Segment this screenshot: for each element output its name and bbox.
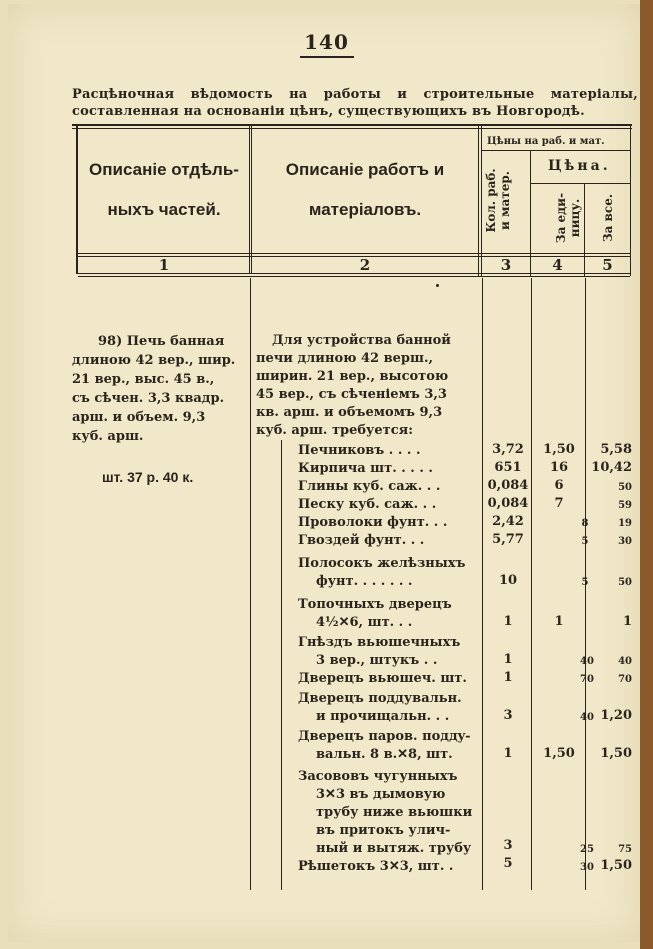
item-total: 70 bbox=[618, 674, 632, 685]
item-total: 75 bbox=[618, 844, 632, 855]
item-label: Дверецъ поддувальн. bbox=[298, 691, 462, 706]
document-title bbox=[72, 86, 638, 120]
item-label: 4½✕6, шт. . . bbox=[316, 615, 413, 630]
intro-line: ширин. 21 вер., высотою bbox=[256, 369, 449, 384]
item-label: Гвоздей фунт. . . bbox=[298, 533, 425, 548]
item-unit-price: 6 bbox=[554, 478, 564, 493]
header-prices-group: Цѣны на раб. и мат. bbox=[487, 136, 605, 147]
intro-line: Для устройства банной bbox=[272, 333, 451, 348]
item-total: 59 bbox=[618, 500, 632, 511]
header-col3-line2: и матер. bbox=[498, 171, 512, 230]
item-unit-price: 1 bbox=[554, 614, 564, 629]
item-qty: 0,084 bbox=[487, 496, 529, 511]
item-label: Топочныхъ дверецъ bbox=[298, 597, 452, 612]
item-unit-price: 40 bbox=[580, 712, 594, 723]
item-label: Проволоки фунт. . . bbox=[298, 515, 448, 530]
part-desc-line: арш. и объем. 9,3 bbox=[72, 410, 206, 425]
header-col4-line2: ницу. bbox=[568, 198, 582, 238]
item-unit-price: 5 bbox=[581, 577, 589, 588]
part-desc-line: 98) Печь банная bbox=[98, 334, 225, 349]
item-total: 1,20 bbox=[600, 708, 632, 723]
item-label: Печниковъ . . . . bbox=[298, 443, 421, 458]
header-col4 bbox=[554, 186, 582, 250]
item-total: 30 bbox=[618, 536, 632, 547]
item-qty: 3,72 bbox=[492, 442, 524, 457]
item-qty: 0,084 bbox=[487, 478, 529, 493]
header-col1 bbox=[80, 150, 248, 230]
title-line-1: Расцѣночная вѣдомость на работы и строительные матеріалы, bbox=[72, 87, 638, 102]
item-label: фунт. . . . . . . bbox=[316, 574, 413, 589]
header-price-subgroup: Цѣна. bbox=[548, 158, 611, 174]
item-label: Глины куб. саж. . . bbox=[298, 479, 441, 494]
item-unit-price: 25 bbox=[580, 844, 594, 855]
item-unit-price: 40 bbox=[580, 656, 594, 667]
item-label: ный и вытяж. трубу bbox=[316, 841, 472, 856]
part-desc-line: 21 вер., выс. 45 в., bbox=[72, 372, 215, 387]
intro-line: 45 вер., съ сѣченіемъ 3,3 bbox=[256, 387, 447, 402]
item-unit-price: 5 bbox=[581, 536, 589, 547]
item-qty: 10 bbox=[498, 573, 518, 588]
item-label: трубу ниже вьюшки bbox=[316, 805, 473, 820]
col-number-1: 1 bbox=[158, 256, 170, 274]
item-label: въ притокъ улич- bbox=[316, 823, 451, 838]
item-qty: 5,77 bbox=[492, 532, 524, 547]
header-col2-line1: Описаніе работъ и bbox=[285, 160, 445, 179]
col-number-4: 4 bbox=[552, 256, 563, 274]
title-line-2: составленная на основаніи цѣнъ, существующихъ въ Новгородѣ. bbox=[72, 104, 585, 119]
page-number: 140 bbox=[0, 30, 653, 58]
item-label: Дверецъ паров. поддy- bbox=[298, 729, 471, 744]
item-label: 3✕3 въ дымовую bbox=[316, 787, 446, 802]
part-desc-line: куб. арш. bbox=[72, 429, 144, 444]
item-label: вальн. 8 в.✕8, шт. bbox=[316, 747, 453, 762]
header-col3 bbox=[484, 153, 512, 248]
part-desc-line: длиною 42 вер., шир. bbox=[72, 353, 236, 368]
item-label: Полосокъ желѣзныхъ bbox=[298, 556, 466, 571]
item-qty: 651 bbox=[494, 460, 522, 475]
item-total: 40 bbox=[618, 656, 632, 667]
item-total: 50 bbox=[618, 482, 632, 493]
item-unit-price: 7 bbox=[554, 496, 564, 511]
item-qty: 5 bbox=[503, 856, 513, 871]
item-unit-price: 1,50 bbox=[543, 442, 575, 457]
item-qty: 1 bbox=[503, 652, 513, 667]
item-unit-price: 70 bbox=[580, 674, 594, 685]
item-label: Засововъ чугунныхъ bbox=[298, 769, 458, 784]
header-col1-line2: ныхъ частей. bbox=[107, 200, 221, 219]
item-total: 1,50 bbox=[600, 858, 632, 873]
item-label: 3 вер., штукъ . . bbox=[316, 653, 438, 668]
col-number-2: 2 bbox=[359, 256, 371, 274]
header-col5: За все. bbox=[601, 193, 615, 243]
col-number-5: 5 bbox=[602, 256, 613, 274]
item-label: Кирпича шт. . . . . bbox=[298, 461, 433, 476]
part-price: шт. 37 р. 40 к. bbox=[102, 469, 194, 485]
part-description bbox=[72, 332, 250, 446]
item-label: Гнѣздъ вьюшечныхъ bbox=[298, 635, 461, 650]
header-col3-line1: Кол. раб. bbox=[484, 168, 498, 233]
item-unit-price: 16 bbox=[549, 460, 569, 475]
part-desc-line: съ сѣчен. 3,3 квадр. bbox=[72, 391, 225, 406]
item-qty: 1 bbox=[503, 746, 513, 761]
work-intro bbox=[256, 332, 486, 440]
item-total: 1,50 bbox=[600, 746, 632, 761]
ink-dot bbox=[436, 284, 439, 287]
item-qty: 3 bbox=[503, 838, 513, 853]
item-unit-price: 8 bbox=[581, 518, 589, 529]
item-total: 1 bbox=[622, 614, 632, 629]
part-price-wrap bbox=[72, 468, 250, 487]
intro-line: куб. арш. требуется: bbox=[256, 423, 414, 438]
intro-line: кв. арш. и объемомъ 9,3 bbox=[256, 405, 443, 420]
col-number-3: 3 bbox=[500, 256, 512, 274]
item-label: Рѣшетокъ 3✕3, шт. . bbox=[298, 859, 454, 874]
item-label: Песку куб. саж. . . bbox=[298, 497, 437, 512]
intro-line: печи длиною 42 верш., bbox=[256, 351, 434, 366]
item-qty: 3 bbox=[503, 708, 513, 723]
header-col4-line1: За еди- bbox=[554, 192, 568, 244]
header-col1-line1: Описаніе отдѣль- bbox=[89, 160, 239, 179]
item-total: 19 bbox=[618, 518, 632, 529]
header-col2 bbox=[252, 150, 478, 230]
item-qty: 1 bbox=[503, 614, 513, 629]
item-unit-price: 30 bbox=[580, 862, 594, 873]
header-col2-line2: матеріаловъ. bbox=[308, 200, 422, 219]
item-total: 50 bbox=[618, 577, 632, 588]
item-qty: 1 bbox=[503, 670, 513, 685]
item-unit-price: 1,50 bbox=[543, 746, 575, 761]
item-total: 10,42 bbox=[591, 460, 632, 475]
item-label: Дверецъ вьюшеч. шт. bbox=[298, 671, 467, 686]
item-label: и прочищальн. . . bbox=[316, 709, 450, 724]
page-edge bbox=[640, 0, 653, 949]
item-qty: 2,42 bbox=[492, 514, 524, 529]
item-total: 5,58 bbox=[600, 442, 632, 457]
